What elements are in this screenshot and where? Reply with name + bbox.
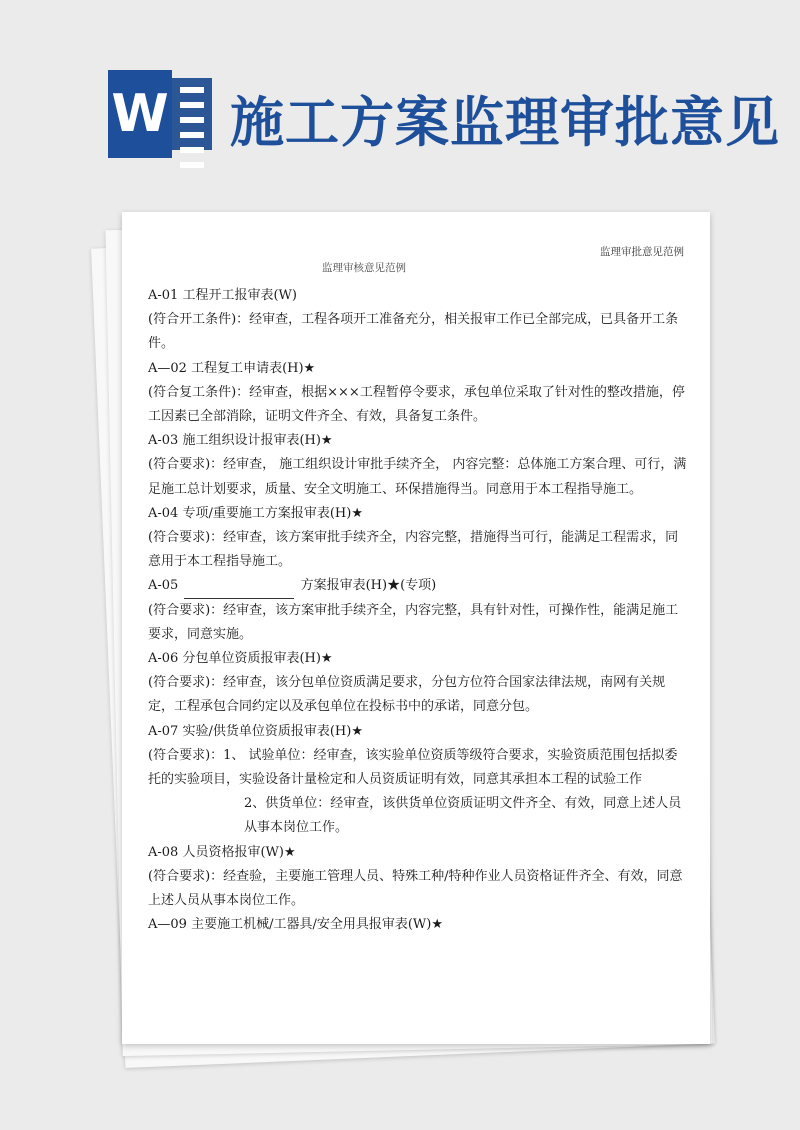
item-a05-heading: [148, 574, 688, 598]
item-a09-heading: A—09 主要施工机械/工器具/安全用具报审表(W)★: [148, 917, 443, 933]
item-a05-title: 方案报审表(H)★(专项): [300, 578, 437, 594]
item-a06-text: (符合要求)：经审查，该分包单位资质满足要求，分包方位符合国家法律法规，南网有关规定，工程承包合同约定以及承包单位在投标书中的承诺，同意分包。: [148, 675, 666, 715]
item-a03-heading: A-03 施工组织设计报审表(H)★: [148, 433, 333, 449]
banner-title: 施工方案监理审批意见: [230, 90, 780, 154]
word-logo-letter: W: [108, 70, 172, 158]
item-a08-text: (符合要求)：经查验，主要施工管理人员、特殊工种/特种作业人员资格证件齐全、有效，同意上述人员从事本岗位工作。: [148, 868, 683, 909]
item-a05-text: (符合要求)：经审查，该方案审批手续齐全，内容完整，具有针对性，可操作性，能满足施工要求，同意实施。: [148, 602, 679, 642]
item-a04-text: (符合要求)：经审查，该方案审批手续齐全，内容完整，措施得当可行，能满足工程需求，同意用于本工程指导施工。: [148, 530, 679, 570]
page-header-right: 监理审批意见范例: [600, 246, 684, 258]
item-a08-heading: A-08 人员资格报审(W)★: [148, 844, 296, 860]
item-a07-text-2: 2、供货单位：经审查，该供货单位资质证明文件齐全、有效，同意上述人员从事本岗位工作。: [244, 796, 682, 836]
item-a02-text: (符合复工条件)：经审查，根据×××工程暂停令要求，承包单位采取了针对性的整改措施，停工因素已全部消除，证明文件齐全、有效，具备复工条件。: [148, 384, 685, 425]
item-a03-text: (符合要求)：经审查， 施工组织设计审批手续齐全， 内容完整：总体施工方案合理、可行，满足施工总计划要求，质量、安全文明施工、环保措施得当。同意用于本工程指导施工。: [148, 457, 687, 497]
banner: [0, 0, 800, 200]
page-header-center: 监理审核意见范例: [322, 262, 406, 274]
item-a01-heading: A-01 工程开工报审表(W): [148, 288, 297, 303]
item-a02-heading: A—02 工程复工申请表(H)★: [148, 360, 316, 376]
item-a01-text: (符合开工条件)：经审查，工程各项开工准备充分，相关报审工作已全部完成，已具备开工条件。: [148, 312, 679, 352]
item-a06-heading: A-06 分包单位资质报审表(H)★: [148, 651, 333, 667]
document-body: [148, 284, 688, 937]
item-a05-blank-line: [184, 584, 294, 599]
item-a05-code: A-05: [148, 578, 179, 594]
item-a04-heading: A-04 专项/重要施工方案报审表(H)★: [148, 505, 363, 521]
document-page: [122, 212, 710, 1044]
item-a07-text: (符合要求)：1、 试验单位：经审查，该实验单位资质等级符合要求，实验资质范围包括拟委托的实验项目，实验设备计量检定和人员资质证明有效，同意其承担本工程的试验工作: [148, 747, 678, 788]
item-a07-heading: A-07 实验/供货单位资质报审表(H)★: [148, 723, 363, 739]
word-logo-icon: [108, 70, 212, 158]
